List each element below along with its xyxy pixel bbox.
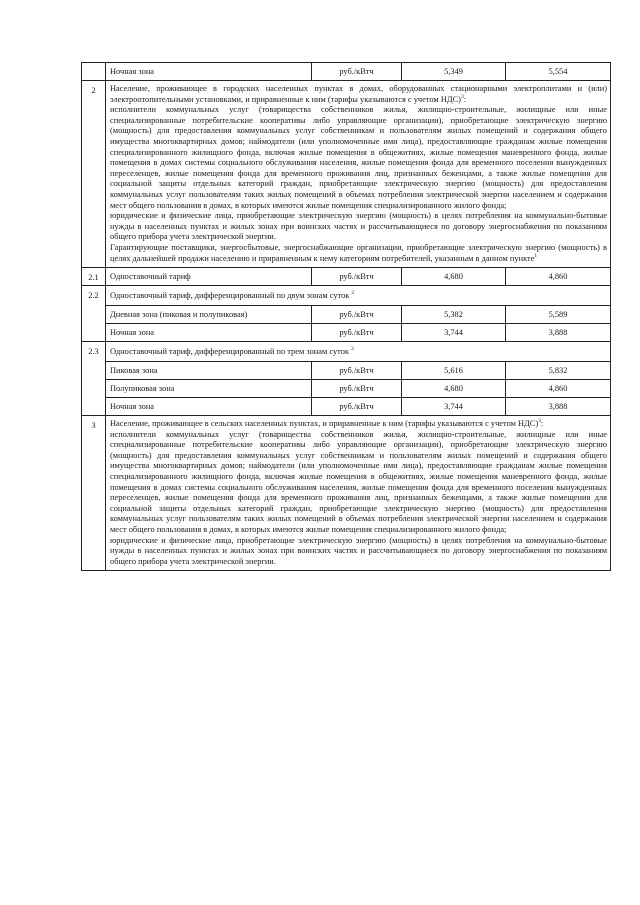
row-number: 2.2 xyxy=(82,286,106,341)
paragraph-text: Население, проживающее в городских населенных пунктах в домах, оборудованных стационарными электроплитами и (или) электроотопительными установками, и приравненные к ним (тарифы указываются с учетом НДС) xyxy=(110,84,607,104)
table-row xyxy=(106,397,610,415)
section-paragraph xyxy=(106,243,610,264)
unit-cell: руб./кВтч xyxy=(312,63,402,80)
table-row xyxy=(81,342,611,416)
subsection-header xyxy=(106,342,610,361)
footnote-ref: 2 xyxy=(351,346,354,353)
header-text: Одноставочный тариф, дифференцированный по двум зонам суток xyxy=(110,291,350,301)
section-paragraph: исполнители коммунальных услуг (товарищества собственников жилья, жилищно-строительные, жилищные или иные специализированные потребительские кооперативы либо управляющие организации), приобретающие электрическую энергию (мощность) для предоставления коммунальных услуг собственникам и пользователям жилых помещений и содержания общего имущества многоквартирных домов; наймодатели (или уполномоченные ими лица), предоставляющие гражданам жилые помещения специализированного жилищного фонда, включая жилые помещения в общежитиях, жилые помещения маневренного фонда, жилые помещения в домах системы социального обслуживания населения, жилые помещения фонда для временного поселения вынужденных переселенцев, жилые помещения фонда для временного проживания лиц, признанных беженцами, а также жилые помещения для социальной защиты отдельных категорий граждан, приобретающие электрическую энергию (мощность) для предоставления коммунальных услуг пользователям таких жилых помещений в объемах потребления электрической энергии населением и содержания мест общего пользования в домах, в которых имеются жилые помещения специализированного жилого фонда; xyxy=(110,429,607,535)
table-row xyxy=(106,305,610,323)
footnote-ref: 1 xyxy=(534,252,538,259)
row-number: 3 xyxy=(82,416,106,570)
table-row xyxy=(81,62,611,81)
zone-label: Ночная зона xyxy=(106,398,312,415)
header-text: Одноставочный тариф, дифференцированный по трем зонам суток xyxy=(110,347,349,357)
row-cells xyxy=(106,63,610,80)
section-row xyxy=(81,81,611,268)
subsection-header xyxy=(106,286,610,305)
row-number: 2 xyxy=(82,81,106,267)
row-number: 2.3 xyxy=(82,342,106,415)
value-cell-1: 5,349 xyxy=(402,63,506,80)
tariff-label: Одноставочный тариф xyxy=(106,268,312,285)
unit-cell: руб./кВтч xyxy=(312,306,402,323)
section-text xyxy=(106,81,610,267)
unit-cell: руб./кВтч xyxy=(312,362,402,379)
value-cell-1: 4,680 xyxy=(402,380,506,397)
section-paragraph: юридические и физические лица, приобретающие электрическую энергию (мощность) в целях потребления на коммунально-бытовые нужды в населенных пунктах и жилых зонах при воинских частях и рассчитывающиеся по договору энергоснабжения по показаниям общего прибора учета электрической энергии. xyxy=(110,211,607,242)
footnote-ref: 3 xyxy=(538,418,541,425)
table-row xyxy=(81,286,611,342)
section-paragraph xyxy=(106,84,610,105)
row-cells xyxy=(106,268,610,285)
table-row xyxy=(81,268,611,286)
row-number xyxy=(82,63,106,80)
value-cell-1: 5,616 xyxy=(402,362,506,379)
subsection xyxy=(106,342,610,415)
section-text xyxy=(106,416,610,570)
value-cell-2: 3,888 xyxy=(548,328,568,338)
footnote-ref: 2 xyxy=(351,290,355,297)
value-cell-2: 3,888 xyxy=(548,402,568,412)
footnote-ref: 3 xyxy=(460,93,464,100)
value-cell-1: 3,744 xyxy=(402,398,506,415)
paragraph-tail: : xyxy=(540,419,544,429)
table-row xyxy=(106,361,610,379)
value-cell-2: 4,860 xyxy=(548,384,568,394)
table-row xyxy=(106,323,610,341)
unit-cell: руб./кВтч xyxy=(312,380,402,397)
section-row xyxy=(81,416,611,571)
tariff-table xyxy=(81,62,611,571)
paragraph-text: Население, проживающее в сельских населенных пунктах, и приравненные к ним (тарифы указываются с учетом НДС) xyxy=(110,419,539,429)
table-row xyxy=(106,379,610,397)
value-cell-1: 3,744 xyxy=(402,324,506,341)
section-paragraph xyxy=(106,419,610,430)
value-cell-1: 4,680 xyxy=(402,268,506,285)
subsection xyxy=(106,286,610,341)
section-paragraph: исполнители коммунальных услуг (товарищества собственников жилья, жилищно-строительные, жилищные или иные специализированные потребительские кооперативы либо управляющие организации), приобретающие электрическую энергию (мощность) для предоставления коммунальных услуг собственникам и пользователям жилых помещений и содержания общего имущества многоквартирных домов; наймодатели (или уполномоченные ими лица), предоставляющие гражданам жилые помещения специализированного жилищного фонда, включая жилые помещения в общежитиях, жилые помещения маневренного фонда, жилые помещения в домах системы социального обслуживания населения, жилые помещения фонда для временного поселения вынужденных переселенцев, жилые помещения фонда для временного проживания лиц, признанных беженцами, а также жилые помещения для социальной защиты отдельных категорий граждан, приобретающие электрическую энергию (мощность) для предоставления коммунальных услуг пользователям таких жилых помещений в объемах потребления электрической энергии населением и содержания мест общего пользования в домах, в которых имеются жилые помещения специализированного жилого фонда; xyxy=(110,105,607,210)
paragraph-text: Гарантирующие поставщики, энергосбытовые, энергоснабжающие организации, приобретающие электрическую энергию (мощность) в целях дальнейшей продажи населению и приравненным к нему категориям потребителей, указанным в данном пункте xyxy=(110,242,607,263)
value-cell-2: 4,860 xyxy=(548,272,568,282)
unit-cell: руб./кВтч xyxy=(312,324,402,341)
zone-label: Пиковая зона xyxy=(106,362,312,379)
value-cell-2: 5,554 xyxy=(548,67,568,76)
unit-cell: руб./кВтч xyxy=(312,398,402,415)
section-paragraph: юридические и физические лица, приобретающие электрическую энергию (мощность) в целях потребления на коммунально-бытовые нужды в населенных пунктах и жилых зонах при воинских частях и рассчитывающиеся по договору энергоснабжения по показаниям общего прибора учета электрической энергии. xyxy=(110,535,607,566)
paragraph-tail: : xyxy=(463,94,467,104)
value-cell-2: 5,832 xyxy=(548,366,568,376)
value-cell-2: 5,589 xyxy=(548,310,568,320)
row-number: 2.1 xyxy=(82,268,106,285)
zone-label: Дневная зона (пиковая и полупиковая) xyxy=(106,306,312,323)
zone-label: Ночная зона xyxy=(106,63,312,80)
zone-label: Ночная зона xyxy=(106,324,312,341)
unit-cell: руб./кВтч xyxy=(312,268,402,285)
zone-label: Полупиковая зона xyxy=(106,380,312,397)
value-cell-1: 5,382 xyxy=(402,306,506,323)
